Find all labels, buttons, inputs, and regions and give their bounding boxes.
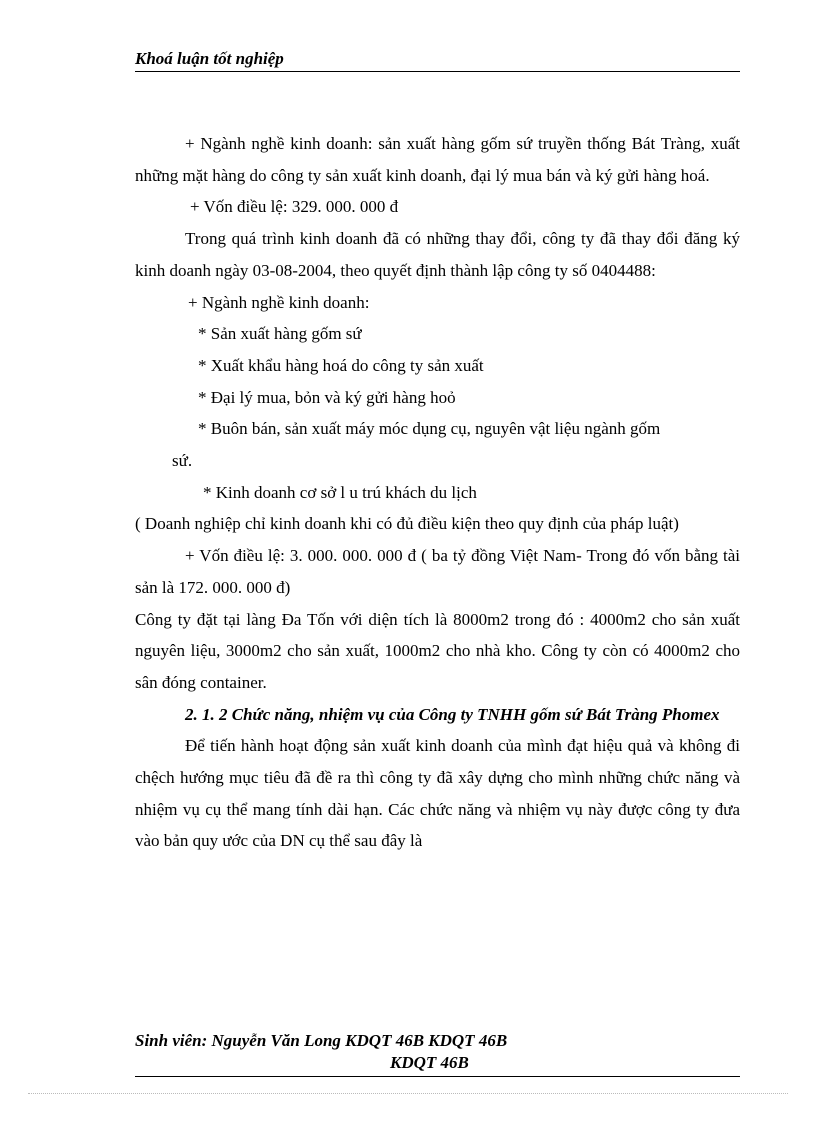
bullet-agency: * Đại lý mua, bỏn và ký gửi hàng hoỏ	[198, 387, 456, 407]
paragraph-charter-capital-initial: + Vốn điều lệ: 329. 000. 000 đ	[190, 197, 399, 217]
paragraph-functions-intro: Để tiến hành hoạt động sản xuất kinh doanh của mình đạt hiệu quả và không đi chệch hướng mục tiêu đã đề ra thì công ty đã xây dựng cho mình những chức năng và nhiệm vụ cụ thể mang tính dài hạn. Các chức năng và nhiệm vụ này được công ty đưa vào bản quy ước của DN cụ thể sau đây là	[135, 736, 740, 851]
page-header	[135, 48, 740, 72]
footer-class-line: KDQT 46B	[390, 1053, 469, 1072]
bullet-trading-machinery-continued: sứ.	[172, 451, 193, 471]
paragraph-business-lines-new: + Ngành nghề kinh doanh:	[188, 292, 370, 312]
page-footer	[135, 1030, 740, 1077]
paragraph-registration-change: Trong quá trình kinh doanh đã có những thay đổi, công ty đã thay đổi đăng ký kinh doanh ngày 03-08-2004, theo quyết định thành lập công ty số 0404488:	[135, 229, 740, 280]
paragraph-charter-capital-new: + Vốn điều lệ: 3. 000. 000. 000 đ ( ba tỷ đồng Việt Nam- Trong đó vốn bằng tài sản là 172. 000. 000 đ)	[135, 546, 740, 597]
paragraph-business-lines: + Ngành nghề kinh doanh: sản xuất hàng gốm sứ truyền thống Bát Tràng, xuất những mặt hàng do công ty sản xuất kinh doanh, đại lý mua bán và ký gửi hàng hoá.	[135, 134, 740, 185]
bullet-export: * Xuất khẩu hàng hoá do công ty sản xuất	[198, 355, 484, 375]
bullet-ceramics-production: * Sản xuất hàng gốm sứ	[198, 324, 362, 344]
footer-student-line: Sinh viên: Nguyễn Văn Long KDQT 46B KDQT 46B	[135, 1031, 508, 1050]
paragraph-location-area: Công ty đặt tại làng Đa Tốn với diện tích là 8000m2 trong đó : 4000m2 cho sản xuất nguyên liệu, 3000m2 cho sản xuất, 1000m2 cho nhà kho. Công ty còn có 4000m2 cho sân đóng container.	[135, 609, 740, 692]
page-bottom-divider	[28, 1093, 788, 1094]
bullet-accommodation: * Kinh doanh cơ sở l u trú khách du lịch	[203, 482, 477, 502]
document-body	[135, 128, 740, 857]
legal-note: ( Doanh nghiệp chỉ kinh doanh khi có đủ điều kiện theo quy định của pháp luật)	[135, 514, 679, 534]
section-heading: 2. 1. 2 Chức năng, nhiệm vụ của Công ty TNHH gốm sứ Bát Tràng Phomex	[185, 704, 720, 724]
header-title: Khoá luận tốt nghiệp	[135, 49, 284, 68]
bullet-trading-machinery: * Buôn bán, sản xuất máy móc dụng cụ, nguyên vật liệu ngành gốm	[198, 419, 661, 439]
